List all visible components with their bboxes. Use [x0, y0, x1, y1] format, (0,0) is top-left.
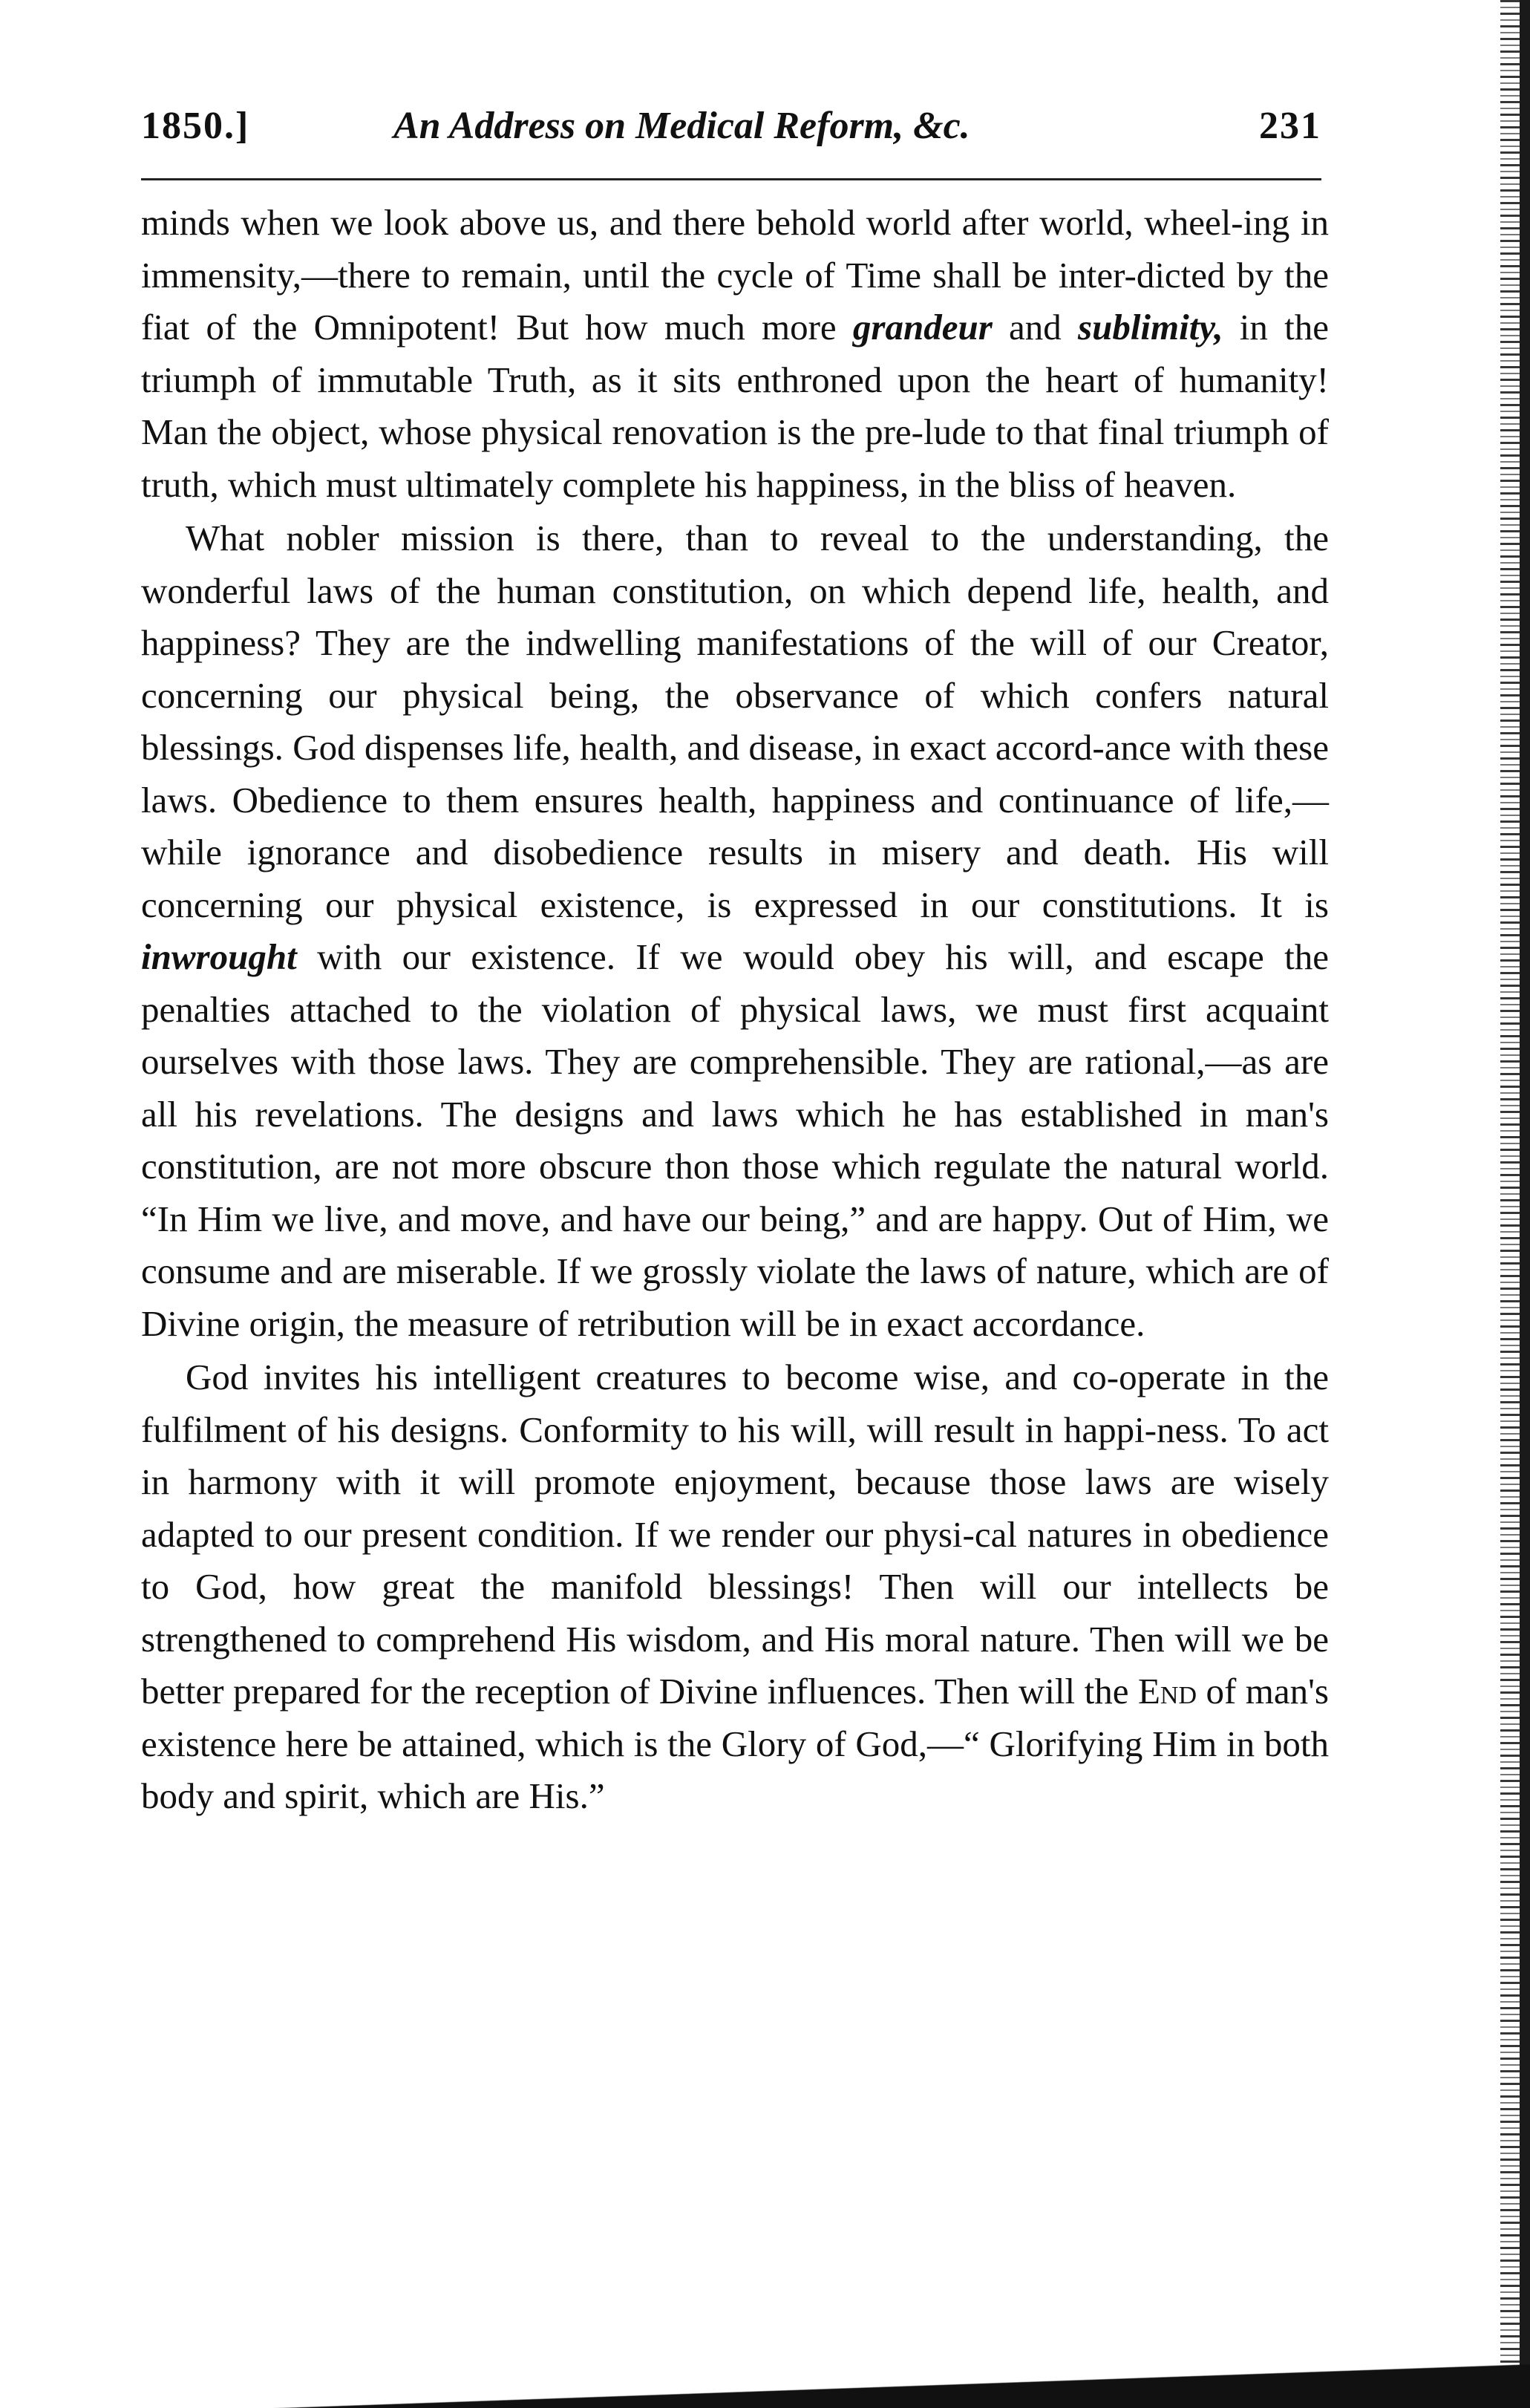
paragraph-2-text-b: with our existence. If we would obey his will, and escape the penalties attached to the violation of physical laws, we must first acquaint ourselves with those laws. They are comprehensible. They are rational,—as are all his revelations. The designs and laws which he has established in man's constitution, are not more obscure thon those which regulate the natural world. “In Him we live, and move, and have our being,” and are happy. Out of Him, we consume and are miserable. If we grossly violate the laws of nature, which are of Divine origin, the measure of retribution will be in exact accordance. [141, 936, 1329, 1344]
header-title: An Address on Medical Reform, &c. [393, 105, 970, 147]
header-year: 1850.] [141, 105, 250, 147]
paragraph-2-text-a: What nobler mission is there, than to reveal to the understanding, the wonderful laws of the human constitution, on which depend life, health, and happiness? They are the indwelling manifestations of the will of our Creator, concerning our physical being, the observance of which confers natural blessings. God dispenses life, health, and disease, in exact accord-ance with these laws. Obedience to them ensures health, happiness and continuance of life,—while ignorance and disobedience results in misery and death. His will concerning our physical existence, is expressed in our constitutions. It is [141, 518, 1329, 925]
small-caps-end: End [1137, 1671, 1197, 1712]
scan-edge [1520, 0, 1530, 2408]
paragraph-3 [141, 1351, 1329, 1823]
paragraph-1 [141, 197, 1329, 511]
paragraph-3-text-a: God invites his intelligent creatures to become wise, and co-operate in the fulfilment of his designs. Conformity to his will, will result in happi-ness. To act in harmony with it will promote enjoyment, because those laws are wisely adapted to our present condition. If we render our physi-cal natures in obedience to God, how great the manifold blessings! Then will our intellects be strengthened to comprehend His wisdom, and His moral nature. Then will we be better prepared for the reception of Divine influences. Then will the [141, 1357, 1329, 1712]
header-rule [141, 178, 1321, 180]
paragraph-1-text-a: minds when we look above us, and there behold world after world, wheel-ing in immensity,—there to remain, until the cycle of Time shall be inter-dicted by the fiat of the Omnipotent! But how much more [141, 202, 1329, 348]
paragraph-1-text-c: in the triumph of immutable Truth, as it sits enthroned upon the heart of humanity! Man the object, whose physical renovation is the pre-lude to that final triumph of truth, which must ultimately complete his happiness, in the bliss of heaven. [141, 307, 1330, 505]
scan-bottom-shadow [0, 2363, 1530, 2408]
page-number: 231 [1259, 105, 1321, 147]
body-text [141, 197, 1329, 1823]
emphasis-inwrought: inwrought [141, 936, 297, 977]
running-head [141, 104, 1321, 163]
emphasis-grandeur: grandeur [852, 307, 993, 348]
emphasis-sublimity: sublimity, [1078, 307, 1223, 348]
paragraph-3-text-b: of man's existence here be attained, which is the Glory of God,—“ Glorifying Him in both body and spirit, which are His.” [141, 1671, 1329, 1816]
paragraph-1-text-b: and [992, 307, 1078, 348]
paragraph-2 [141, 512, 1329, 1350]
scan-edge-fringe [1500, 0, 1520, 2408]
